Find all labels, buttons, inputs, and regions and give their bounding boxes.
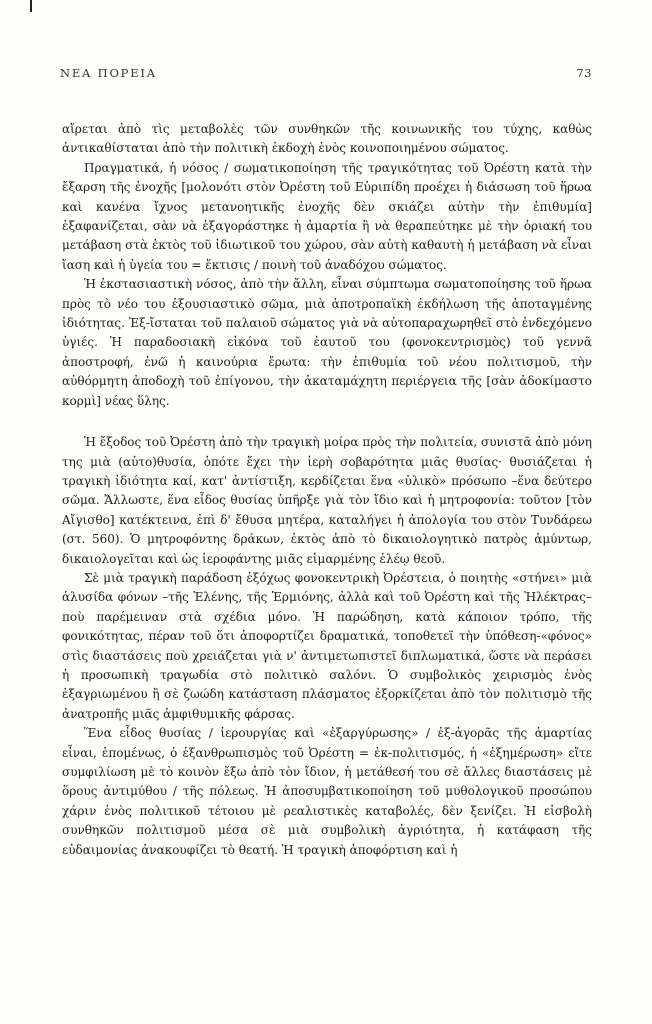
- running-title: ΝΕΑ ΠΟΡΕΙΑ: [60, 66, 157, 80]
- page-number: 73: [576, 66, 592, 80]
- paragraph: Ἡ ἐκστασιαστικὴ νόσος, ἀπὸ τὴν ἄλλη, εἶναι σύμπτωμα σωματοποίησης τοῦ ἥρωα πρὸς τὸ νέο του ἐξουσιαστικὸ σῶμα, μιὰ ἀποτροπαϊκὴ ἐκδήλωση τῆς ἀποταγμένης ἰδιότητας. Ἐξ-ἴσταται τοῦ παλαιοῦ σώματος γιὰ νὰ αὐτοπαραχωρηθεῖ στὸ ἐνδεχόμενο ὑγιές. Ἡ παραδοσιακὴ εἰκόνα τοῦ ἑαυτοῦ του (φονοκεντρισμὸς) τοῦ γεννᾶ ἀποστροφή, ἐνῶ ἡ καινούρια ἔρωτα: τὴν ἐπιθυμία τοῦ νέου πολιτισμοῦ, τὴν αὐθόρμητη ἀποδοχὴ τοῦ ἐπίγονου, τὴν ἀκαταμάχητη περιέργεια τῆς [σὰν ἀδοκίμαστο κορμὶ] νέας ὕλης.: [62, 277, 592, 408]
- scan-mark: [30, 0, 32, 12]
- page-header: [60, 66, 592, 82]
- body-text: [62, 120, 592, 860]
- paragraph-continuation: αἴρεται ἀπὸ τὶς μεταβολὲς τῶν συνθηκῶν τῆς κοινωνικῆς του τύχης, καθὼς ἀντικαθίσταται ἀπὸ τὴν πολιτικὴ ἐκδοχὴ ἑνὸς κοινοποιημένου σώματος.: [62, 122, 592, 156]
- paragraph: Ἕνα εἶδος θυσίας / ἱερουργίας καὶ «ἐξαργύρωσης» / ἐξ-ἀγορᾶς τῆς ἁμαρτίας εἶναι, ἑπομένως, ὁ ἐξανθρωπισμὸς τοῦ Ὀρέστη = ἐκ-πολιτισμός, ἡ «ἐξημέρωση» εἴτε συμφιλίωση μὲ τὸ κοινὸν ἔξω ἀπὸ τὸν ἴδιον, ἡ μετάθεσή του σὲ ἄλλες διαστάσεις μὲ ὅρους ἀντιμύθου / τῆς πόλεως. Ἡ ἀποσυμβατικοποίηση τοῦ μυθολογικοῦ προσώπου χάριν ἑνὸς πολιτικοῦ τέτοιου μὲ ρεαλιστικὲς καταβολές, δὲν ξενίζει. Ἡ εἰσβολὴ συνθηκῶν πολιτισμοῦ μέσα σὲ μιὰ συμβολικὴ ἀγριότητα, ἡ κατάφαση τῆς εὐδαιμονίας ἀνακουφίζει τὸ θεατή. Ἡ τραγικὴ ἀποφόρτιση καὶ ἡ: [62, 726, 592, 857]
- paragraph-section-start: Ἡ ἔξοδος τοῦ Ὀρέστη ἀπὸ τὴν τραγικὴ μοίρα πρὸς τὴν πολιτεία, συνιστᾶ ἀπὸ μόνη της μιὰ (αὐτο)θυσία, ὁπότε ἔχει τὴν ἱερὴ σοβαρότητα μιᾶς θυσίας· θυσιάζεται ἡ τραγικὴ ἰδιότητα καί, κατ' ἀντίστιξη, κερδίζεται ἕνα «ὑλικὸ» πρόσωπο –ἕνα δεύτερο σῶμα. Ἄλλωστε, ἕνα εἶδος θυσίας ὑπῆρξε γιὰ τὸν ἴδιο καὶ ἡ μητροφονία: τοῦτον [τὸν Αἴγισθο] κατέκτεινα, ἐπὶ δ' ἔθυσα μητέρα, καταλήγει ἡ ἀπολογία του στὸν Τυνδάρεω (στ. 560). Ὁ μητροφόντης δράκων, ἐκτὸς ἀπὸ τὸ δικαιολογητικὸ πατρὸς ἀμύντωρ, δικαιολογεῖται καὶ ὡς ἱεροφάντης μιᾶς εἱμαρμένης ἐλέῳ θεοῦ.: [62, 435, 592, 566]
- paragraph: Σὲ μιὰ τραγικὴ παράδοση ἐξόχως φονοκεντρικὴ Ὀρέστεια, ὁ ποιητὴς «στήνει» μιὰ ἁλυσίδα φόνων –τῆς Ἑλένης, τῆς Ἑρμιόνης, ἀλλὰ καὶ τοῦ Ὀρέστη καὶ τῆς Ἠλέκτρας– ποὺ παρέμειναν στὰ σχέδια μόνο. Ἡ παρώδηση, κατὰ κάποιον τρόπο, τῆς φονικότητας, πέραν τοῦ ὅτι ἀποφορτίζει δραματικά, τοποθετεῖ τὴν ὑπόθεση-«φόνος» στὶς διαστάσεις ποὺ χρειάζεται γιὰ ν' ἀντιμετωπιστεῖ διπλωματικά, ὥστε νὰ περάσει ἡ προσωπικὴ τραγωδία στὸ πολιτικὸ σαλόνι. Ὁ συμβολικὸς χειρισμὸς ἑνὸς ἐξαγριωμένου ἢ σὲ ζωώδη κατάσταση πλάσματος ἐξορκίζεται ἀπὸ τὸν πολιτισμὸ τῆς ἀνατροπῆς μιᾶς ἀμφιθυμικῆς φάρσας.: [62, 570, 592, 721]
- paragraph: Πραγματικά, ἡ νόσος / σωματικοποίηση τῆς τραγικότητας τοῦ Ὀρέστη κατὰ τὴν ἔξαρση τῆς ἐνοχῆς [μολονότι στὸν Ὀρέστη τοῦ Εὐριπίδη προέχει ἡ διάσωση τοῦ ἥρωα καὶ κανένα ἴχνος μετανοητικῆς ἐνοχῆς δὲν σκιάζει αὐτὴν τὴν ἐπιθυμία] ἐξαφανίζεται, σὰν νὰ ἐξαγοράστηκε ἡ ἁμαρτία ἢ νὰ θεραπεύτηκε μὲ τὴν ὁριακή του μετάβαση στὰ ἐκτὸς τοῦ ἰδιωτικοῦ του χώρου, σὰν αὐτὴ καθαυτὴ ἡ μετάβαση νὰ εἶναι ἴαση καὶ ἡ ὑγεία του = ἔκτισις / ποινὴ τοῦ ἀναδόχου σώματος.: [62, 160, 592, 272]
